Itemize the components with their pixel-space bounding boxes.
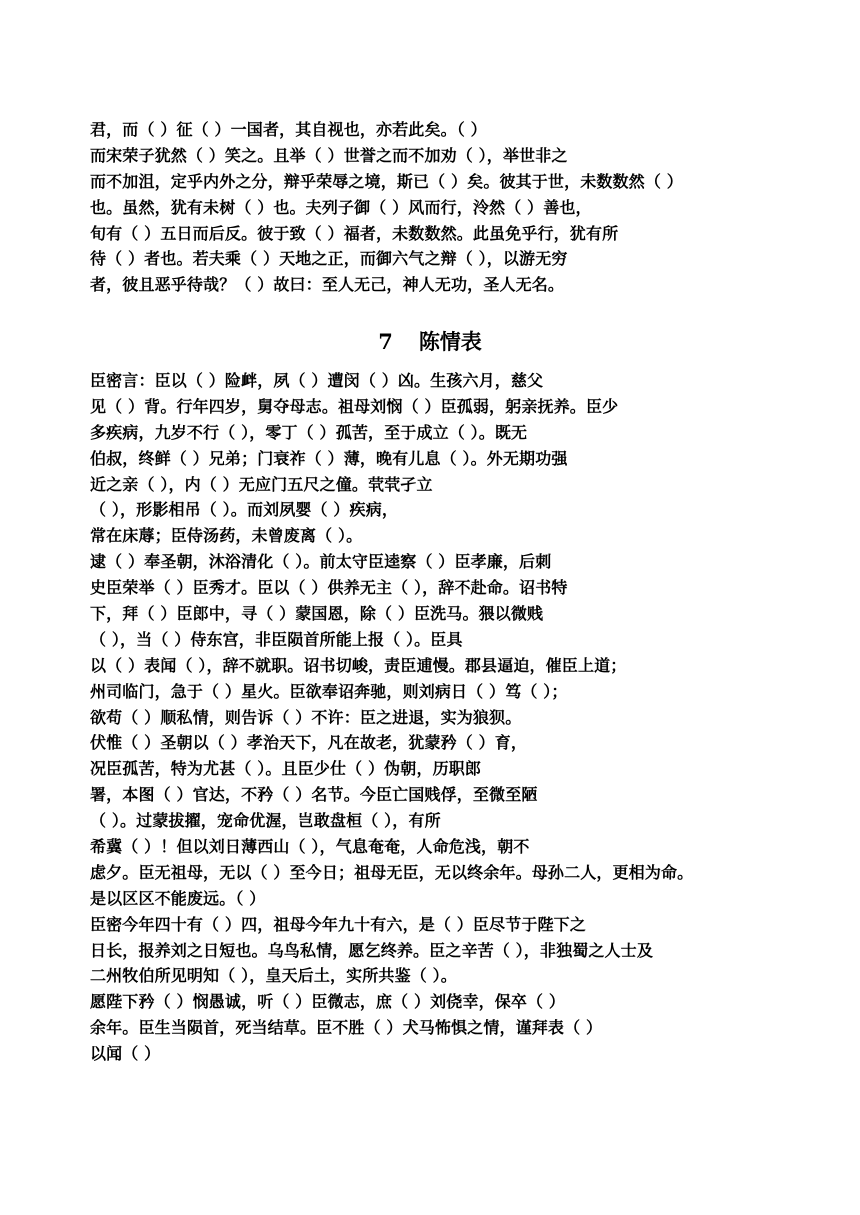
text-line: 州司临门，急于（ ）星火。臣欲奉诏奔驰，则刘病日（ ）笃（ ）； [90,681,568,701]
text-line: 臣密言：臣以（ ）险衅，夙（ ）遭闵（ ）凶。生孩六月，慈父 [90,371,544,390]
text-line: 伯叔，终鲜（ ）兄弟；门衰祚（ ）薄，晚有儿息（ ）。外无期功强 [90,448,568,468]
text-line: 多疾病，九岁不行（ ），零丁（ ）孤苦，至于成立（ ）。既无 [90,422,528,442]
text-line: 常在床蓐；臣侍汤药，未曾废离（ ）。 [90,526,363,546]
text-line: （ ），当（ ）侍东宫，非臣陨首所能上报（ ）。臣具 [90,629,463,649]
text-line: 欲苟（ ）顺私情，则告诉（ ）不许：臣之进退，实为狼狈。 [90,707,522,727]
text-line: 愿陛下矜（ ）悯愚诚，听（ ）臣微志，庶（ ）刘侥幸，保卒（ ） [90,992,566,1012]
text-line: 见（ ）背。行年四岁，舅夺母志。祖母刘悯（ ）臣孤弱，躬亲抚养。臣少 [90,396,619,416]
text-line: 者，彼且恶乎待哉？（ ）故曰：至人无己，神人无功，圣人无名。 [90,275,565,295]
text-line: （ ）。过蒙拔擢，宠命优渥，岂敢盘桓（ ），有所 [90,811,441,831]
text-line: 日长，报养刘之日短也。乌鸟私情，愿乞终养。臣之辛苦（ ），非独蜀之人士及 [90,940,653,960]
text-line: 史臣荣举（ ）臣秀才。臣以（ ）供养无主（ ），辞不赴命。诏书特 [90,578,568,598]
section-title-text: 陈情表 [418,329,482,354]
chen-qing-biao-text [90,368,772,1067]
text-line: 以（ ）表闻（ ），辞不就职。诏书切峻，责臣逋慢。郡县逼迫，催臣上道； [90,655,627,675]
text-line: 是以区区不能废远。（ ） [90,888,266,908]
text-line: 况臣孤苦，特为尤甚（ ）。且臣少仕（ ）伪朝，历职郎 [90,759,482,779]
text-line: 君，而（ ）征（ ）一国者，其自视也，亦若此矣。（ ） [90,120,487,139]
text-line: 虑夕。臣无祖母，无以（ ）至今日；祖母无臣，无以终余年。母孙二人，更相为命。 [90,862,694,882]
section-number: 7 [378,329,393,354]
text-line: 希冀（ ）！但以刘日薄西山（ ），气息奄奄，人命危浅，朝不 [90,837,530,857]
text-line: 二州牧伯所见明知（ ），皇天后土，实所共鉴（ ）。 [90,966,457,986]
text-line: 而宋荣子犹然（ ）笑之。且举（ ）世誉之而不加劝（ ），举世非之 [90,145,568,165]
text-line: 逮（ ）奉圣朝，沐浴清化（ ）。前太守臣逵察（ ）臣孝廉，后刺 [90,552,552,572]
text-line: 待（ ）者也。若夫乘（ ）天地之正，而御六气之辩（ ），以游无穷 [90,249,568,269]
text-line: 余年。臣生当陨首，死当结草。臣不胜（ ）犬马怖惧之情，谨拜表（ ） [90,1018,603,1038]
text-line: 伏惟（ ）圣朝以（ ）孝治天下，凡在故老，犹蒙矜（ ）育， [90,733,528,753]
text-line: 以闻（ ） [90,1044,161,1064]
text-line: （ ），形影相吊（ ）。而刘夙婴（ ）疾病， [90,500,399,520]
text-line: 旬有（ ）五日而后反。彼于致（ ）福者，未数数然。此虽免乎行，犹有所 [90,223,619,243]
text-line: 下，拜（ ）臣郎中，寻（ ）蒙国恩，除（ ）臣洗马。猥以微贱 [90,604,544,624]
text-line: 也。虽然，犹有未树（ ）也。夫列子御（ ）风而行，泠然（ ）善也， [90,197,592,217]
text-line: 近之亲（ ），内（ ）无应门五尺之僮。茕茕孑立 [90,474,433,494]
previous-section-text [90,117,772,298]
text-line: 臣密今年四十有（ ）四，祖母今年九十有六，是（ ）臣尽节于陛下之 [90,914,586,934]
section-title [0,322,860,362]
text-line: 署，本图（ ）官达，不矜（ ）名节。今臣亡国贱俘，至微至陋 [90,785,538,805]
text-line: 而不加沮，定乎内外之分，辩乎荣辱之境，斯已（ ）矣。彼其于世，未数数然（ ） [90,171,683,191]
